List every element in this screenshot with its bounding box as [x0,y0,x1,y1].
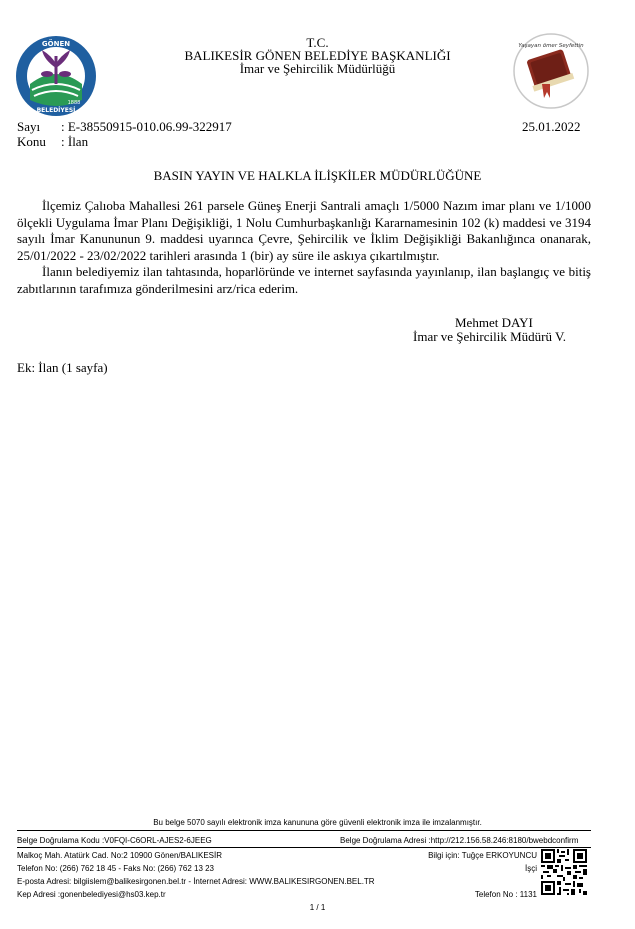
sayi-label: Sayı [17,119,41,134]
header-institution: BALIKESİR GÖNEN BELEDİYE BAŞKANLIĞI [184,48,451,63]
attachment-note: Ek: İlan (1 sayfa) [17,360,108,375]
footer-address: Malkoç Mah. Atatürk Cad. No:2 10900 Gönen/BALIKESİR [17,851,222,860]
footer-phone-fax: Telefon No: (266) 762 18 45 - Faks No: (266) 762 13 23 [17,864,215,873]
footer-phone-ext: Telefon No : 1131 [474,890,537,899]
logo-top-text: GÖNEN [41,40,71,48]
footer-rule-top [17,830,591,831]
footer-rule-middle [17,847,591,848]
logo-right-text: Yaşayan ömer Seyfettin [518,43,584,49]
footer-email-web: E-posta Adresi: bilgiislem@balikesirgonen.bel.tr - İnternet Adresi: WWW.BALIKESIRGONEN.BEL.TR [17,877,375,886]
body-paragraph-2: İlanın belediyemiz ilan tahtasında, hoparlöründe ve internet sayfasında yayınlanıp, ilan başlangıç ve bitiş zabıtlarının tarafımıza gönderilmesini arz/rica ederim. [17,264,591,296]
sayi-value: : E-38550915-010.06.99-322917 [61,119,232,134]
logo-year: 1888 [67,100,81,106]
verify-address: Belge Doğrulama Adresi :http://212.156.58.246:8180/bwebdconfirm [340,836,579,845]
header-tc: T.C. [306,35,329,50]
recipient-heading: BASIN YAYIN VE HALKLA İLİŞKİLER MÜDÜRLÜĞÜNE [153,168,482,183]
logo-bottom-text: BELEDİYESİ [36,107,76,114]
konu-label: Konu [17,134,46,149]
page-number: 1 / 1 [309,903,326,912]
signer-title: İmar ve Şehircilik Müdürü V. [413,329,566,344]
header-department: İmar ve Şehircilik Müdürlüğü [239,61,396,76]
konu-value: : İlan [61,134,89,149]
qr-code [541,849,587,895]
esign-note: Bu belge 5070 sayılı elektronik imza kanununa göre güvenli elektronik imza ile imzalanmıştır. [153,818,482,827]
omer-seyfettin-logo [512,32,590,110]
document-date: 25.01.2022 [522,119,581,134]
body-paragraph-1: İlçemiz Çalıoba Mahallesi 261 parsele Güneş Enerji Santrali amaçlı 1/5000 Nazım imar planı ve 1/1000 ölçekli Uygulama İmar Planı Değişikliği, 1 Nolu Cumhurbaşkanlığı Kararnamesinin 102 (k) maddesi ve 3194 sayılı İmar Kanununun 9. maddesi uyarınca Çevre, Şehircilik ve İklim Değişikliği Bakanlığınca onanarak, 25/01/2022 - 23/02/2022 tarihleri arasında 1 (bir) ay süre ile askıya çıkartılmıştır. [17,198,591,263]
footer-kep: Kep Adresi :gonenbelediyesi@hs03.kep.tr [17,890,166,899]
footer-info-person: Bilgi için: Tuğçe ERKOYUNCU [428,851,537,860]
footer-role: İşçi [525,864,537,873]
verify-code: Belge Doğrulama Kodu :V0FQI-C6ORL-AJES2-6JEEG [17,836,212,845]
signer-name: Mehmet DAYI [455,315,533,330]
letter-body [17,198,591,297]
